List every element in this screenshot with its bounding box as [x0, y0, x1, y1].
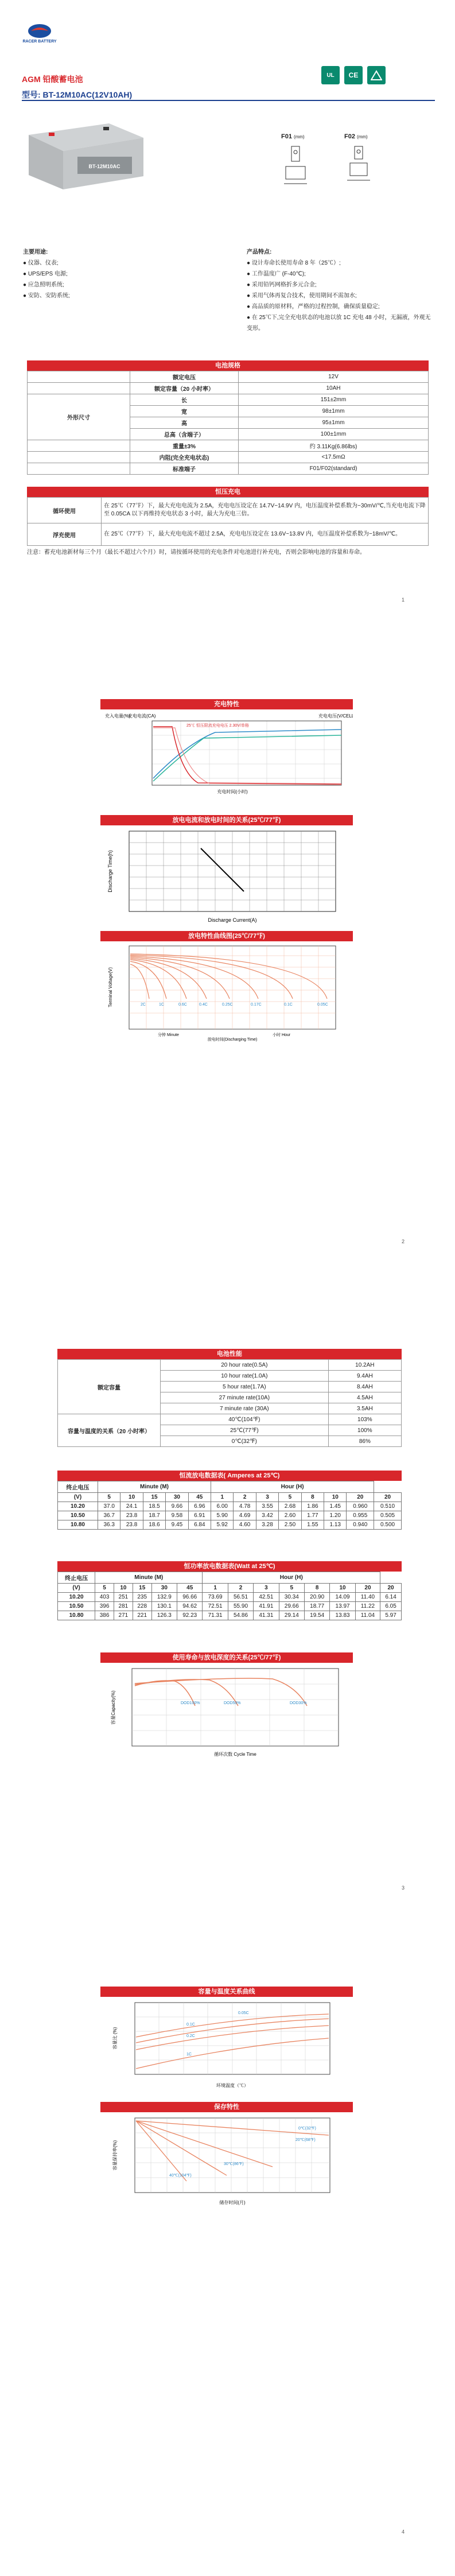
series-label: 0.05C [238, 2011, 249, 2015]
table-header: 1 [211, 1493, 234, 1502]
table-cell: 36.7 [98, 1511, 120, 1520]
table-cell: 29.14 [279, 1611, 304, 1620]
table-header: 30 [166, 1493, 188, 1502]
ul-icon: UL [321, 66, 340, 84]
storage-svg [100, 2112, 353, 2210]
table-header: 20 [374, 1493, 402, 1502]
table-header: 终止电压 [58, 1572, 95, 1584]
table-header: 45 [188, 1493, 211, 1502]
amp-title: 恒流放电数据表( Amperes at 25℃) [57, 1471, 402, 1481]
y-axis-label: Discharge Time(h) [107, 850, 113, 893]
table-header: 10 [324, 1493, 347, 1502]
table-row [58, 1520, 402, 1530]
table-header: 5 [98, 1493, 120, 1502]
table-row: 7 minute rate (30A) 3.5AH [58, 1403, 402, 1414]
terminal-f01-label: F01 (mm) [281, 133, 305, 140]
uses-item: ● 安防、安防系统; [23, 293, 70, 299]
table-cell: 55.90 [228, 1602, 253, 1611]
page-2 [0, 644, 455, 1288]
series-line [135, 1678, 307, 1706]
table-row: 25℃(77℉) 100% [58, 1425, 402, 1436]
table-cell: 11.22 [355, 1602, 380, 1611]
series-label: DOD30% [290, 1701, 307, 1705]
feature-item: ● 采用气体再复合技术，使用期间不需加水; [247, 293, 357, 299]
table-cell: 271 [114, 1611, 133, 1620]
table-cell: 11.04 [355, 1611, 380, 1620]
table-cell: 3.42 [256, 1511, 278, 1520]
spec-title: 电池规格 [27, 360, 429, 371]
battery-image [23, 112, 149, 192]
table-cell: 4.69 [234, 1511, 256, 1520]
series-label: 30℃(86℉) [224, 2162, 244, 2166]
x-axis-label: Discharge Current(A) [208, 917, 257, 923]
series-line [136, 2121, 227, 2175]
chart-title: 放电特性曲线图(25℃/77℉) [100, 931, 353, 941]
table-cell: 132.9 [151, 1593, 177, 1602]
table-cell: 228 [133, 1602, 151, 1611]
table-cell: 1.45 [324, 1502, 347, 1511]
chart-annotation: 25℃ 恒压限流充电电压 2.30V/单格 [186, 724, 249, 728]
table-cell: 6.14 [380, 1593, 402, 1602]
table-cell: 403 [95, 1593, 114, 1602]
table-row [58, 1611, 402, 1620]
series-line [136, 2121, 186, 2181]
chart-title: 使用寿命与放电深度的关系(25℃/77℉) [100, 1652, 353, 1663]
feature-item: ● 设计寿命长使用寿命 8 年（25℃）; [247, 260, 341, 266]
table-cell: 4.78 [234, 1502, 256, 1511]
table-row: 重量±3% 约 3.11Kg(6.86lbs) [28, 440, 429, 452]
table-cell: 24.1 [120, 1502, 143, 1511]
series-label: 0.17C [251, 1003, 262, 1007]
amp-section [57, 1471, 402, 1530]
table-cell: 18.77 [304, 1602, 329, 1611]
table-cell: 10.20 [58, 1502, 98, 1511]
table-header: 20 [380, 1584, 402, 1593]
table-header: 终止电压 [58, 1481, 98, 1493]
table-header-row [58, 1493, 402, 1502]
terminal-f01-drawing [281, 143, 316, 189]
table-header: Hour (H) [203, 1572, 380, 1584]
table-header: Minute (M) [98, 1481, 211, 1493]
watt-section [57, 1561, 402, 1620]
table-header: 8 [301, 1493, 324, 1502]
table-cell: 10.80 [58, 1611, 95, 1620]
table-cell: 2.60 [279, 1511, 301, 1520]
table-header: Minute (M) [95, 1572, 203, 1584]
cycle-life-svg [100, 1663, 353, 1760]
table-cell: 37.0 [98, 1502, 120, 1511]
table-cell: 23.8 [120, 1520, 143, 1530]
table-header: Hour (H) [211, 1481, 374, 1493]
table-header: 15 [143, 1493, 165, 1502]
table-header: 5 [279, 1493, 301, 1502]
table-row: 标准端子 F01/F02(standard) [28, 463, 429, 475]
table-cell: 10.20 [58, 1593, 95, 1602]
features-heading: 产品特点: [247, 249, 272, 255]
y-axis-label: 容量Capacity(%) [111, 1690, 116, 1725]
x-axis-label: 储存时间(月) [219, 2200, 246, 2205]
table-cell: 4.60 [234, 1520, 256, 1530]
table-cell: 54.86 [228, 1611, 253, 1620]
table-header: 3 [256, 1493, 278, 1502]
chart-title: 放电电流和放电时间的关系(25℃/77℉) [100, 815, 353, 825]
table-row: 总高（含端子） 100±1mm [28, 429, 429, 440]
table-cell: 18.6 [143, 1520, 165, 1530]
brand-logo [22, 23, 57, 44]
temperature-capacity-chart [100, 1987, 353, 2094]
series-label: 0.25C [222, 1003, 233, 1007]
table-header: 8 [304, 1584, 329, 1593]
series-label: DOD100% [181, 1701, 200, 1705]
table-cell: 3.28 [256, 1520, 278, 1530]
feature-item: ● 高品质的原材料，严格的过程控制，确保质量稳定; [247, 304, 380, 310]
table-header: (V) [58, 1493, 98, 1502]
table-row: 内阻(完全充电状态) <17.5mΩ [28, 452, 429, 463]
table-cell: 13.83 [330, 1611, 355, 1620]
table-cell: 6.05 [380, 1602, 402, 1611]
feature-item: ● 在 25℃下,完全充电状态的电池以放 1C 充电 48 小时，无漏液，外观无变形。 [247, 315, 431, 332]
y-axis-label: 容量保持率(%) [112, 2140, 118, 2171]
table-cell: 10.50 [58, 1511, 98, 1520]
svg-text:RACER BATTERY: RACER BATTERY [22, 40, 57, 44]
table-cell: 41.91 [254, 1602, 279, 1611]
table-header: 10 [114, 1584, 133, 1593]
table-cell: 0.955 [347, 1511, 374, 1520]
table-cell: 13.97 [330, 1602, 355, 1611]
model-label: 型号: BT-12M10AC(12V10AH) [22, 90, 133, 99]
table-header: 30 [151, 1584, 177, 1593]
x-axis-label: 充电时间(小时) [217, 789, 248, 794]
x-axis-label: 小时 Hour [273, 1033, 291, 1037]
table-cell: 251 [114, 1593, 133, 1602]
table-row: 10 hour rate(1.0A) 9.4AH [58, 1371, 402, 1382]
table-header-row [58, 1481, 402, 1493]
table-cell: 72.51 [203, 1602, 228, 1611]
table-row: 高 95±1mm [28, 417, 429, 429]
cycle-life-chart [100, 1652, 353, 1763]
table-row [58, 1593, 402, 1602]
page-number: 1 [402, 597, 405, 603]
table-cell: 235 [133, 1593, 151, 1602]
watt-title: 恒功率放电数据表(Watt at 25℃) [57, 1561, 402, 1572]
table-cell: 126.3 [151, 1611, 177, 1620]
discharge-curve-svg [100, 941, 353, 1042]
table-cell: 2.50 [279, 1520, 301, 1530]
table-cell: 73.69 [203, 1593, 228, 1602]
terminal-f02-drawing [344, 143, 379, 189]
discharge-time-chart [100, 815, 353, 929]
table-cell: 18.5 [143, 1502, 165, 1511]
charge-table [27, 497, 429, 546]
table-row: 额定容量（20 小时率） 10AH [28, 383, 429, 394]
series-label: DOD50% [224, 1701, 241, 1705]
uses-section [23, 247, 70, 301]
table-cell: 0.510 [374, 1502, 402, 1511]
title-divider [22, 100, 435, 101]
svg-text:BT-12M10AC: BT-12M10AC [88, 164, 120, 169]
x-axis-label: 循环次数 Cycle Time [214, 1752, 256, 1757]
x-axis-label: 分钟 Minute [158, 1033, 179, 1037]
table-cell: 0.960 [347, 1502, 374, 1511]
page-number: 3 [402, 1885, 405, 1891]
table-cell: 71.31 [203, 1611, 228, 1620]
series-label: 2C [141, 1003, 146, 1007]
charge-characteristic-chart [100, 699, 353, 798]
series-label: 0.1C [284, 1003, 293, 1007]
table-header: 20 [355, 1584, 380, 1593]
terminal-f02-label: F02 (mm) [344, 133, 368, 140]
series-label: 1C [159, 1003, 164, 1007]
series-label: 0.05C [317, 1003, 328, 1007]
table-row: 5 hour rate(1.7A) 8.4AH [58, 1382, 402, 1392]
table-header-row [58, 1572, 402, 1584]
spec-table [27, 371, 429, 475]
series-line [136, 2121, 273, 2167]
table-header: 2 [228, 1584, 253, 1593]
table-cell: 9.45 [166, 1520, 188, 1530]
table-cell: 9.58 [166, 1511, 188, 1520]
y-axis-label: 充入电量(%) [105, 713, 131, 719]
table-cell: 3.55 [256, 1502, 278, 1511]
table-cell: 281 [114, 1602, 133, 1611]
triangle-cert-icon [367, 66, 386, 84]
table-cell: 1.20 [324, 1511, 347, 1520]
charge-title: 恒压充电 [27, 487, 429, 497]
table-cell: 221 [133, 1611, 151, 1620]
x-axis-label: 放电时间(Discharging Time) [207, 1038, 258, 1042]
table-row: 27 minute rate(10A) 4.5AH [58, 1392, 402, 1403]
table-cell: 6.00 [211, 1502, 234, 1511]
table-row: 额定容量 20 hour rate(0.5A) 10.2AH [58, 1360, 402, 1371]
series-label: 40℃(104℉) [169, 2174, 192, 2178]
uses-heading: 主要用途: [23, 249, 48, 255]
discharge-time-svg [100, 825, 353, 926]
page-number: 2 [402, 1239, 405, 1244]
y-axis-label: Terminal Voltage(V) [108, 967, 113, 1007]
table-cell: 5.90 [211, 1511, 234, 1520]
table-cell: 6.91 [188, 1511, 211, 1520]
table-row [58, 1502, 402, 1511]
table-cell: 56.51 [228, 1593, 253, 1602]
table-row [58, 1602, 402, 1611]
table-cell: 5.92 [211, 1520, 234, 1530]
table-cell: 6.84 [188, 1520, 211, 1530]
table-header: 5 [95, 1584, 114, 1593]
series-line [201, 848, 244, 891]
chart-title: 容量与温度关系曲线 [100, 1987, 353, 1997]
table-cell: 11.40 [355, 1593, 380, 1602]
amp-table [57, 1481, 402, 1530]
table-cell: 19.54 [304, 1611, 329, 1620]
performance-title: 电池性能 [57, 1349, 402, 1359]
storage-chart [100, 2102, 353, 2213]
y-axis-label: 充电电流(CA) [128, 713, 156, 719]
table-header: 10 [330, 1584, 355, 1593]
table-cell: 14.09 [330, 1593, 355, 1602]
table-cell: 10.80 [58, 1520, 98, 1530]
table-cell: 2.68 [279, 1502, 301, 1511]
performance-section [57, 1349, 402, 1447]
table-cell: 36.3 [98, 1520, 120, 1530]
table-cell: 0.940 [347, 1520, 374, 1530]
page-1 [0, 0, 455, 644]
table-row: 浮充使用 在 25℃（77℉）下，最大充电电流不超过 2.5A，充电电压设定在 13.6V~13.8V 内，电压温度补偿系数为−18mV/℃。 [28, 523, 429, 546]
x-axis-label: 环境温度（℃） [216, 2083, 248, 2088]
table-cell: 18.7 [143, 1511, 165, 1520]
page-number: 4 [402, 2529, 405, 2535]
table-cell: 92.23 [177, 1611, 203, 1620]
table-cell: 386 [95, 1611, 114, 1620]
table-cell: 0.500 [374, 1520, 402, 1530]
table-cell: 23.8 [120, 1511, 143, 1520]
uses-item: ● 应急照明系统; [23, 282, 64, 288]
y-axis-label: 容量比 (%) [112, 2027, 118, 2050]
page-4 [0, 1932, 455, 2576]
series-label: 20℃(68℉) [295, 2138, 316, 2142]
table-header: 10 [120, 1493, 143, 1502]
ce-icon: CE [344, 66, 363, 84]
table-header: 2 [234, 1493, 256, 1502]
series-label: 0.6C [178, 1003, 187, 1007]
doc-title: AGM 铅酸蓄电池 [22, 75, 83, 84]
watt-table [57, 1572, 402, 1620]
table-header: 5 [279, 1584, 304, 1593]
series-label: 0℃(32℉) [298, 2127, 316, 2131]
table-cell: 41.31 [254, 1611, 279, 1620]
discharge-curve-chart [100, 931, 353, 1045]
chart-title: 保存特性 [100, 2102, 353, 2112]
table-header: 3 [254, 1584, 279, 1593]
table-row: 外形尺寸 长 151±2mm [28, 394, 429, 406]
table-header: 1 [203, 1584, 228, 1593]
table-cell: 5.97 [380, 1611, 402, 1620]
uses-item: ● 仪器、仪表; [23, 260, 59, 266]
features-section [247, 247, 436, 334]
table-row: 容量与温度的关系（20 小时率） 40℃(104℉) 103% [58, 1414, 402, 1425]
table-cell: 1.86 [301, 1502, 324, 1511]
table-cell: 1.55 [301, 1520, 324, 1530]
series-label: 0.1C [186, 2023, 195, 2027]
table-cell: 96.66 [177, 1593, 203, 1602]
table-header-row [58, 1584, 402, 1593]
series-label: 1C [186, 2053, 192, 2057]
charge-note: 注意：蓄充电池新材每三个月（最长不超过六个月）时，请按循环使用的充电条件对电池进行补充电，否则会影响电池的容量和寿命。 [27, 549, 365, 556]
table-row [58, 1511, 402, 1520]
table-cell: 20.90 [304, 1593, 329, 1602]
table-cell: 1.13 [324, 1520, 347, 1530]
feature-item: ● 工作温度广 (F-40℃); [247, 271, 306, 277]
spec-section [27, 360, 429, 475]
chart-title: 充电特性 [100, 699, 353, 709]
table-cell: 9.66 [166, 1502, 188, 1511]
table-cell: 396 [95, 1602, 114, 1611]
table-cell: 1.77 [301, 1511, 324, 1520]
page-3 [0, 1288, 455, 1932]
table-row: 0℃(32℉) 86% [58, 1436, 402, 1447]
table-cell: 130.1 [151, 1602, 177, 1611]
temperature-capacity-svg [100, 1997, 353, 2092]
uses-item: ● UPS/EPS 电源; [23, 271, 68, 277]
table-row: 额定电压 12V [28, 371, 429, 383]
charge-section [27, 487, 429, 557]
cert-icons [321, 66, 386, 84]
table-cell: 42.51 [254, 1593, 279, 1602]
performance-table [57, 1359, 402, 1447]
table-header: 15 [133, 1584, 151, 1593]
charge-chart-svg [100, 709, 353, 796]
table-cell: 6.96 [188, 1502, 211, 1511]
table-cell: 10.50 [58, 1602, 95, 1611]
y-axis-label: 充电电压(V/CELL) [318, 713, 353, 719]
table-header: 45 [177, 1584, 203, 1593]
series-label: 0.2C [186, 2034, 195, 2038]
table-row: 宽 98±1mm [28, 406, 429, 417]
table-header: 20 [347, 1493, 374, 1502]
table-cell: 29.66 [279, 1602, 304, 1611]
table-cell: 30.34 [279, 1593, 304, 1602]
table-cell: 0.505 [374, 1511, 402, 1520]
series-label: 0.4C [199, 1003, 208, 1007]
feature-item: ● 采用铅钙网格折多元合金; [247, 282, 317, 288]
table-row: 循环使用 在 25℃（77℉）下，最大充电电流为 2.5A，充电电压设定在 14.7V~14.9V 内，电压温度补偿系数为−30mV/℃,当充电电流下降至 0.05CA 以下再维持充电状态 3 小时，最大为充电三倍。 [28, 498, 429, 523]
table-cell: 94.62 [177, 1602, 203, 1611]
table-header: (V) [58, 1584, 95, 1593]
